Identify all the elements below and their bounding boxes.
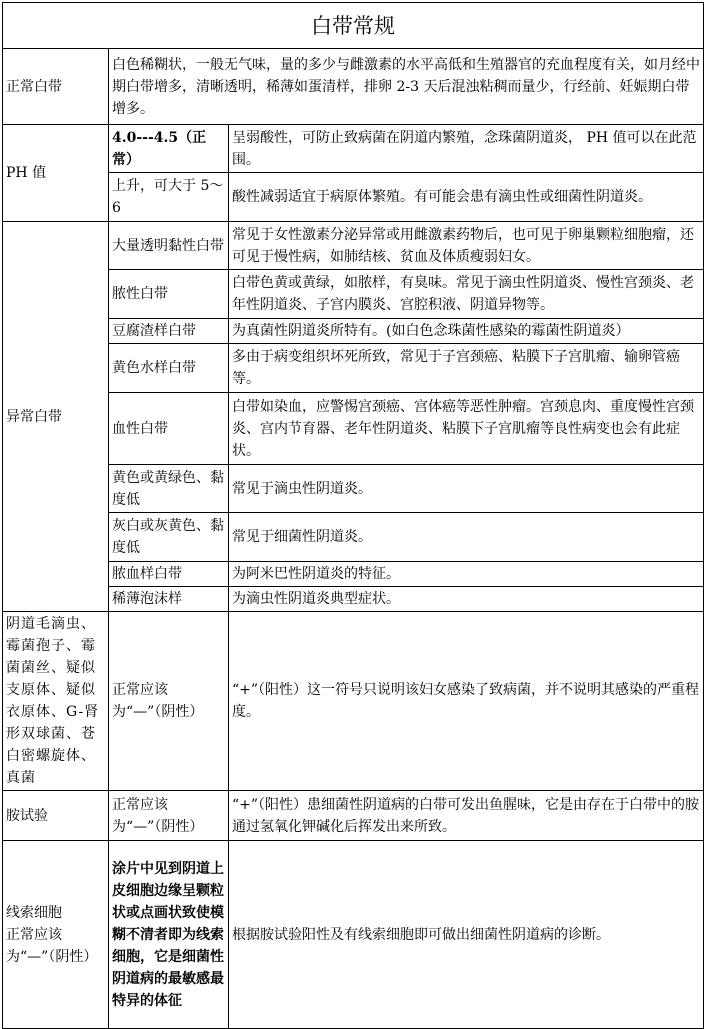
abnormal-type: 脓血样白带 xyxy=(109,562,229,587)
abnormal-desc: 多由于病变组织坏死所致，常见于子宫颈癌、粘膜下子宫肌瘤、输卵管癌等。 xyxy=(229,344,704,393)
abnormal-desc: 为阿米巴性阴道炎的特征。 xyxy=(229,562,704,587)
abnormal-desc: 常见于细菌性阴道炎。 xyxy=(229,513,704,562)
abnormal-desc: 常见于女性激素分泌异常或用雌激素药物后，也可见于卵巢颗粒细胞瘤，还可见于慢性病，如肺结核、贫血及体质瘦弱妇女。 xyxy=(229,222,704,270)
amine-test-desc: “+”（阳性）患细菌性阴道病的白带可发出鱼腥味，它是由存在于白带中的胺通过氢氧化钾碱化后挥发出来所致。 xyxy=(229,791,704,841)
abnormal-desc: 白带色黄或黄绿，如脓样，有臭味。常见于滴虫性阴道炎、慢性宫颈炎、老年性阴道炎、子宫内膜炎、宫腔积液、阴道异物等。 xyxy=(229,270,704,319)
clue-cell-desc: 根据胺试验阳性及有线索细胞即可做出细菌性阴道病的诊断。 xyxy=(229,841,704,1029)
abnormal-type: 灰白或灰黄色、黏度低 xyxy=(109,513,229,562)
abnormal-type: 脓性白带 xyxy=(109,270,229,319)
ph-label: PH 值 xyxy=(3,125,109,222)
leukorrhea-routine-table xyxy=(2,2,704,1029)
abnormal-type: 黄色水样白带 xyxy=(109,344,229,393)
clue-cell-normal: 正常应该为“—”（阴性） xyxy=(6,926,98,965)
clue-cell-definition: 涂片中见到阴道上皮细胞边缘呈颗粒状或点画状致使模糊不清者即为线索细胞，它是细菌性阴道病的最敏感最特异的体征 xyxy=(109,841,229,1029)
pathogens-normal: 正常应该为“—”（阴性） xyxy=(109,612,229,791)
abnormal-type: 大量透明黏性白带 xyxy=(109,222,229,270)
ph-desc-normal: 呈弱酸性，可防止致病菌在阴道内繁殖，念珠菌阴道炎， PH 值可以在此范围。 xyxy=(229,125,704,173)
abnormal-type: 豆腐渣样白带 xyxy=(109,319,229,344)
clue-cell-label xyxy=(3,841,109,1029)
normal-leukorrhea-text: 白色稀糊状，一般无气味，量的多少与雌激素的水平高低和生殖器官的充血程度有关，如月经中期白带增多，清晰透明，稀薄如蛋清样，排卵 2-3 天后混浊粘稠而量少，行经前、妊娠期白带增多。 xyxy=(109,49,704,125)
ph-desc-high: 酸性减弱适宜于病原体繁殖。有可能会患有滴虫性或细菌性阴道炎。 xyxy=(229,173,704,222)
abnormal-desc: 为滴虫性阴道炎典型症状。 xyxy=(229,587,704,612)
clue-cell-title: 线索细胞 xyxy=(6,904,62,921)
normal-leukorrhea-label: 正常白带 xyxy=(3,49,109,125)
abnormal-type: 稀薄泡沫样 xyxy=(109,587,229,612)
abnormal-leukorrhea-label: 异常白带 xyxy=(3,222,109,612)
ph-range-normal: 4.0---4.5（正常） xyxy=(109,125,229,173)
amine-test-normal: 正常应该为“—”（阴性） xyxy=(109,791,229,841)
table-title: 白带常规 xyxy=(3,3,704,49)
amine-test-label: 胺试验 xyxy=(3,791,109,841)
pathogens-desc: “+”（阳性）这一符号只说明该妇女感染了致病菌，并不说明其感染的严重程度。 xyxy=(229,612,704,791)
abnormal-desc: 白带如染血，应警惕宫颈癌、宫体癌等恶性肿瘤。宫颈息肉、重度慢性宫颈炎、宫内节育器、老年性阴道炎、粘膜下子宫肌瘤等良性病变也会有此症状。 xyxy=(229,393,704,465)
ph-range-high: 上升，可大于 5～6 xyxy=(109,173,229,222)
abnormal-desc: 常见于滴虫性阴道炎。 xyxy=(229,465,704,513)
abnormal-desc: 为真菌性阴道炎所特有。(如白色念珠菌性感染的霉菌性阴道炎） xyxy=(229,319,704,344)
abnormal-type: 血性白带 xyxy=(109,393,229,465)
pathogens-label: 阴道毛滴虫、霉菌孢子、霉菌菌丝、疑似支原体、疑似衣原体、G-肾形双球菌、苍白密螺旋体、真菌 xyxy=(3,612,109,791)
abnormal-type: 黄色或黄绿色、黏度低 xyxy=(109,465,229,513)
